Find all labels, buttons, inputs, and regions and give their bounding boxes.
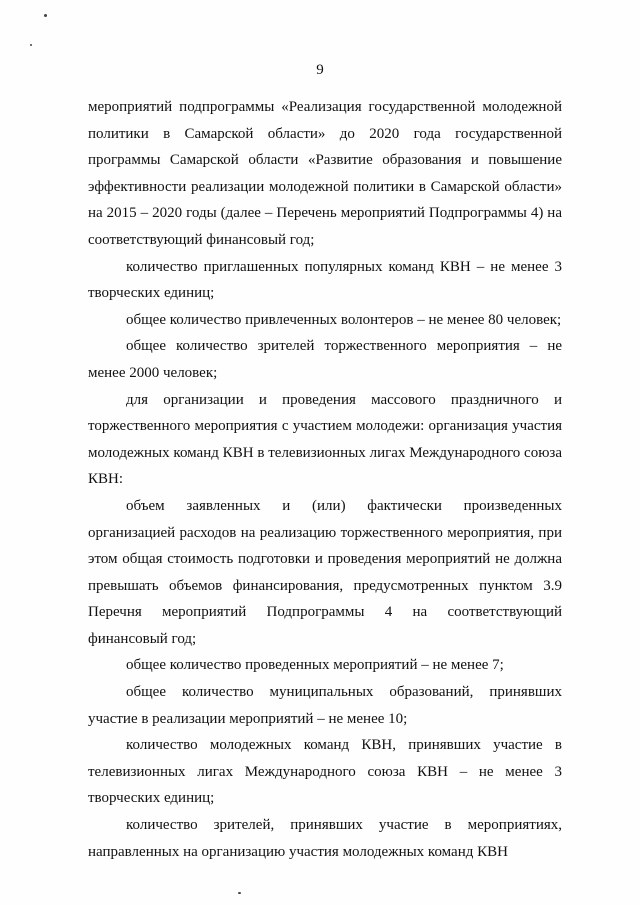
paragraph: количество молодежных команд КВН, принявших участие в телевизионных лигах Международного союза КВН – не менее 3 творческих единиц; [88, 737, 562, 807]
paragraph: количество зрителей, принявших участие в мероприятиях, направленных на организацию участия молодежных команд КВН [88, 817, 562, 860]
scan-speck [44, 14, 47, 17]
paragraph: общее количество привлеченных волонтеров – не менее 80 человек; [126, 311, 562, 328]
document-body [88, 94, 562, 865]
paragraph: для организации и проведения массового праздничного и торжественного мероприятия с участием молодежи: организация участия молодежных команд КВН в телевизионных лигах Международного союза КВН: [88, 391, 562, 488]
paragraph: количество приглашенных популярных команд КВН – не менее 3 творческих единиц; [88, 258, 562, 302]
scan-speck [30, 44, 32, 46]
page-number: 9 [316, 62, 324, 78]
paragraph: объем заявленных и (или) фактически произведенных организацией расходов на реализацию торжественного мероприятия, при этом общая стоимость подготовки и проведения мероприятий не должна превышать объемов финансирования, предусмотренных пунктом 3.9 Перечня мероприятий Подпрограммы 4 на соответствующий финансовый год; [88, 497, 562, 647]
paragraph: общее количество муниципальных образований, принявших участие в реализации мероприятий – не менее 10; [88, 684, 562, 727]
scan-speck [238, 892, 241, 894]
paragraph: общее количество зрителей торжественного мероприятия – не менее 2000 человек; [88, 338, 562, 381]
paragraph: общее количество проведенных мероприятий – не менее 7; [126, 657, 504, 674]
paragraph: мероприятий подпрограммы «Реализация государственной молодежной политики в Самарской области» до 2020 года государственной программы Самарской области «Развитие образования и повышение эффективности реализации молодежной политики в Самарской области» на 2015 – 2020 годы (далее – Перечень мероприятий Подпрограммы 4) на соответствующий финансовый год; [88, 99, 562, 248]
